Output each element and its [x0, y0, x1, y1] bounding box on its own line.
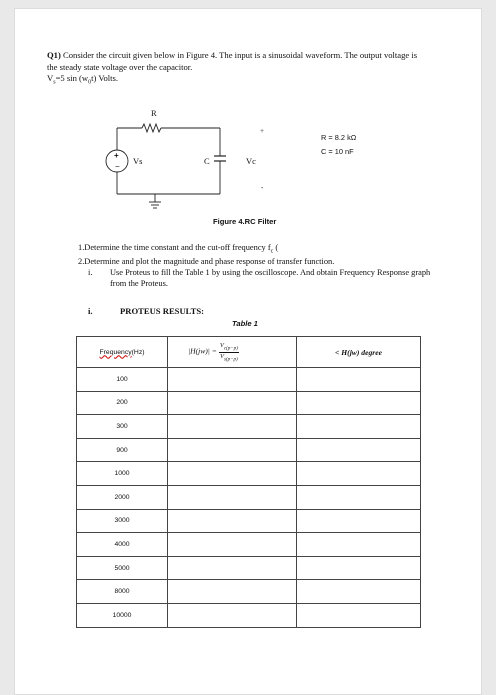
resistor-symbol [142, 124, 161, 132]
task-1-sub: c [270, 248, 274, 255]
capacitor-label: C [204, 156, 210, 166]
frequency-cell: 10000 [77, 603, 168, 627]
table-header-row [77, 337, 421, 368]
den-v: V [219, 352, 224, 360]
table-caption: Table 1 [232, 319, 258, 328]
task-3 [78, 268, 438, 290]
table-row [77, 509, 421, 533]
section-numeral: i. [88, 306, 93, 316]
header-frequency-unit: (Hz) [131, 348, 145, 356]
phase-cell[interactable] [297, 509, 421, 533]
eq-sub-0: 0 [88, 79, 92, 86]
task-list [78, 243, 438, 290]
num-v: V [219, 342, 224, 350]
task-1-end: ( [273, 243, 279, 252]
frequency-cell: 200 [77, 391, 168, 415]
question-body: Consider the circuit given below in Figure 4. The input is a sinusoidal waveform. The output voltage is the steady state voltage over the capacitor. [47, 50, 418, 72]
phase-cell[interactable] [297, 415, 421, 439]
frequency-cell: 100 [77, 368, 168, 392]
frequency-cell: 1000 [77, 462, 168, 486]
table-row [77, 603, 421, 627]
question-label: Q1) [47, 50, 61, 60]
phase-cell[interactable] [297, 368, 421, 392]
magnitude-cell[interactable] [168, 485, 297, 509]
table-row [77, 556, 421, 580]
frequency-cell: 300 [77, 415, 168, 439]
table-row [77, 485, 421, 509]
source-plus-sign: + [114, 151, 119, 160]
frequency-cell: 3000 [77, 509, 168, 533]
magnitude-cell[interactable] [168, 368, 297, 392]
results-table [76, 336, 421, 628]
frequency-cell: 8000 [77, 580, 168, 604]
table-row [77, 391, 421, 415]
magnitude-fraction [219, 342, 239, 362]
magnitude-cell[interactable] [168, 533, 297, 557]
task-3-text: Use Proteus to fill the Table 1 by using the oscilloscope. And obtain Frequency Response graph from the Proteus. [110, 268, 431, 289]
magnitude-cell[interactable] [168, 603, 297, 627]
table-row [77, 462, 421, 486]
magnitude-cell[interactable] [168, 391, 297, 415]
den-sub: s(p−p) [224, 356, 238, 362]
task-2: 2.Determine and plot the magnitude and phase response of transfer function. [78, 257, 335, 267]
phase-cell[interactable] [297, 438, 421, 462]
table-row [77, 580, 421, 604]
task-1-text: 1.Determine the time constant and the cut-off frequency f [78, 243, 271, 252]
table-row [77, 438, 421, 462]
frequency-cell: 2000 [77, 485, 168, 509]
magnitude-cell[interactable] [168, 509, 297, 533]
magnitude-cell[interactable] [168, 556, 297, 580]
header-phase: < H(jw) degree [297, 337, 421, 368]
header-frequency [77, 337, 168, 368]
figure-caption: Figure 4.RC Filter [213, 217, 277, 226]
table-row [77, 533, 421, 557]
resistance-value: R = 8.2 kΩ [321, 133, 357, 142]
phase-cell[interactable] [297, 391, 421, 415]
magnitude-cell[interactable] [168, 462, 297, 486]
section-title: PROTEUS RESULTS: [120, 306, 204, 316]
eq-sub-s: s [53, 79, 56, 86]
vc-minus-sign: - [261, 185, 264, 192]
vc-plus-sign: + [260, 128, 265, 135]
phase-cell[interactable] [297, 485, 421, 509]
phase-cell[interactable] [297, 603, 421, 627]
task-1 [78, 243, 438, 257]
magnitude-lhs: |H(jw)| = [188, 346, 217, 356]
resistor-label: R [151, 108, 157, 118]
phase-cell[interactable] [297, 533, 421, 557]
vc-label: Vc [246, 156, 256, 166]
magnitude-cell[interactable] [168, 415, 297, 439]
source-label: Vs [133, 156, 143, 166]
phase-cell[interactable] [297, 556, 421, 580]
num-sub: c(p−p) [223, 346, 238, 352]
frequency-cell: 900 [77, 438, 168, 462]
phase-cell[interactable] [297, 462, 421, 486]
component-values [321, 131, 356, 159]
frequency-cell: 5000 [77, 556, 168, 580]
phase-cell[interactable] [297, 580, 421, 604]
magnitude-cell[interactable] [168, 580, 297, 604]
table-row [77, 415, 421, 439]
magnitude-cell[interactable] [168, 438, 297, 462]
fraction-denominator [219, 353, 239, 362]
source-minus-sign: − [115, 162, 120, 171]
eq-end: t) Volts. [91, 73, 119, 83]
table-row [77, 368, 421, 392]
task-3-number: i. [88, 268, 93, 278]
fraction-numerator [219, 342, 239, 352]
section-heading [88, 306, 204, 316]
capacitance-value: C = 10 nF [321, 147, 354, 156]
header-frequency-word: Frequency [99, 348, 132, 356]
header-magnitude [168, 337, 297, 368]
eq-rhs: =5 sin (w [55, 73, 89, 83]
eq-v: V [47, 73, 54, 83]
table-body [77, 368, 421, 628]
frequency-cell: 4000 [77, 533, 168, 557]
